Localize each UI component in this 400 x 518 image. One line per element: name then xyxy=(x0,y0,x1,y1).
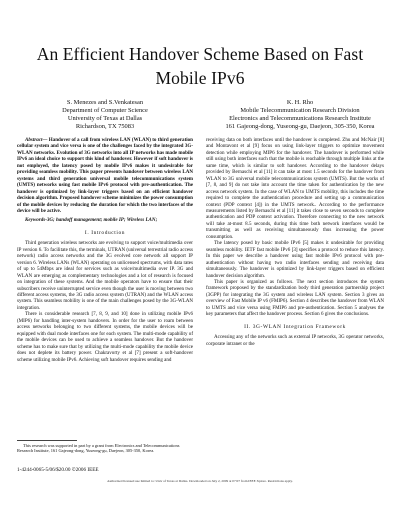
body-paragraph: Accessing any of the networks such as external IP networks, 3G operator networks, corporate intranet or the xyxy=(206,334,384,347)
authorized-use-notice: Authorized licensed use limited to: Univ of Texas at Dallas. Downloaded on July 2, 2009 at 07:07 from IEEE Xplore. Restrictions apply. xyxy=(107,479,293,483)
intro-paragraph-2: There is considerable research [7, 8, 9, and 10] done in utilizing mobile IPv6 (MIP6) for handling inter-system handovers. In order for the user to roam between access networks belonging to two different systems, the mobile devices will be equipped with dual mode interfaces one for each system. The multi-mode capability of the mobile devices can be used to achieve a seamless handover. But the handover scheme has to make sure that by utilizing the multi-mode capability the mobile device does not deplete its battery power. Chakravorty et al [7] present a soft-handover scheme utilizing mobile IPv6. Achieving soft handover requires sending and xyxy=(17,311,193,363)
abstract-label: Abstract— xyxy=(25,137,48,143)
paper-title: An Efficient Handover Scheme Based on Fast Mobile IPv6 xyxy=(36,44,364,88)
section-heading-introduction: I. Introduction xyxy=(84,229,126,236)
author-location: 161 Gajeong-dong, Yuseong-gu, Daejeon, 305-350, Korea xyxy=(225,123,375,130)
body-paragraph: This paper is organized as follows. The next section introduces the system framework proposed by the standardization body third generation partnership project (3GPP) for integrating the 3G system and wireless LAN system. Section 3 gives an overview of Fast Mobile IP v6 (FMIP6). Section 4 describes the handover from WLAN to UMTS and vice versa using FMIP6 and pre-authentication. Section 5 analyses the key parameters that affect the handover process. Section 6 gives the conclusions. xyxy=(206,278,384,318)
body-paragraph: The latency posed by basic mobile IPv6 [5] makes it undesirable for providing seamless mobility. IETF fast mobile IPv6 [3] specifies a protocol to reduce this latency. In this paper we describe a handover using fast mobile IPv6 protocol with pre-authentication without having two radio interfaces sending and receiving data simultaneously. The handover is optimized by link-layer triggers based on efficient handover decision algorithm. xyxy=(206,240,384,279)
author-organization: Electronics and Telecommunications Research Institute xyxy=(229,115,371,122)
author-block-right xyxy=(205,99,395,131)
author-department: Department of Computer Science xyxy=(62,107,148,114)
keywords: Keywords-3G; handoff management; mobile IP; Wireless LAN; xyxy=(25,217,158,224)
author-names: K. H. Rho xyxy=(286,99,314,106)
footnote-divider xyxy=(17,440,77,441)
footnote: This research was supported in part by a grant from Electronics and Telecommunications Research Institute, 161 Gajeong-dong, Yuseong-gu, Daejeon, 305-350, Korea. xyxy=(17,443,180,454)
author-names: S. Menezes and S.Venkatesan xyxy=(66,99,144,106)
author-location: Richardson, TX 75083 xyxy=(75,123,135,130)
left-column xyxy=(17,137,193,363)
intro-paragraph-1: Third generation wireless networks are evolving to support voice/multimedia over IP version 6. To facilitate this, the terminals, UTRAN (universal terrestrial radio access network) radio access networks and the 3G evolved core network all support IP version 6. Wireless LANs (WLAN) operating on unlicensed spectrums, with data rates of up to 54Mbps are ideal for services such as voice/multimedia over IP. 3G and WLAN are emerging as complementary technologies and a lot of research is focused on integration of these systems. And the mobile operators have to ensure that their subscribers receive uninterrupted service even though the user is moving between two different access systems, the 3G radio access system (UTRAN) and the WLAN access system. This seamless mobility is one of the main challenges posed by the 3G-WLAN integration. xyxy=(17,240,193,311)
author-organization: University of Texas at Dallas xyxy=(67,115,143,122)
section-heading-framework: II. 3G-WLAN Integration Framework xyxy=(244,323,346,330)
author-department: Mobile Telecommunication Research Division xyxy=(240,107,360,114)
isbn-line: 1-4244-0065-5/06/$20.00 ©2006 IEEE xyxy=(17,467,99,473)
author-block-left xyxy=(15,99,195,131)
abstract-body: Handover of a call from wireless LAN (WLAN) to third generation cellular system and vice versa is one of the challenges faced by the integrated 3G-WLAN networks. Evolution of 3G networks into all IP networks has made mobile IPv6 an ideal choice to support this kind of handover. However if soft handover is not employed, the latency posed by mobile IPv6 makes it undesirable for providing seamless mobility. This paper presents handover between wireless LAN systems and third generation universal mobile telecommunications system (UMTS) networks using fast mobile IPv6 protocol with pre-authentication. The handover is optimized by link-layer triggers based on an efficient handover decision algorithm. Proposed handover scheme minimizes the power consumption of the mobile devices by reducing the duration for which the two interfaces of the device will be active. xyxy=(17,137,193,214)
abstract xyxy=(17,137,193,214)
right-column xyxy=(206,137,384,347)
body-paragraph: receiving data on both interfaces until the handover is completed. Zhu and McNair [8] and Montavont et al [9] focus on using link-layer triggers to optimize movement detection while employing MIP6 for the handover. The handover is performed while still using both interfaces such that the mobile is reachable through multiple links at the same time, which is similar to soft handover. According to the handover delays provided by Bernaschi et al [11] it can take at most 1.5 seconds for the handover from WLAN to 3G universal mobile telecommunications system (UMTS). But the works of [7, 8, and 9] do not take into account the time taken for authentication by the new access network system. In the case of WLAN to UMTS mobility, this includes the time required to complete the authentication procedure and setting up a communication context (PDP context [4]) in the UMTS network.. According to the performance measurements listed by Bernaschi et al [11] it takes close to seven seconds to complete authentication and PDP context activation. Therefore connecting to the new network will take at-most 8.5 seconds, during this time both network interfaces would be transmitting as well as receiving simultaneously thus increasing the power consumption. xyxy=(206,137,384,240)
